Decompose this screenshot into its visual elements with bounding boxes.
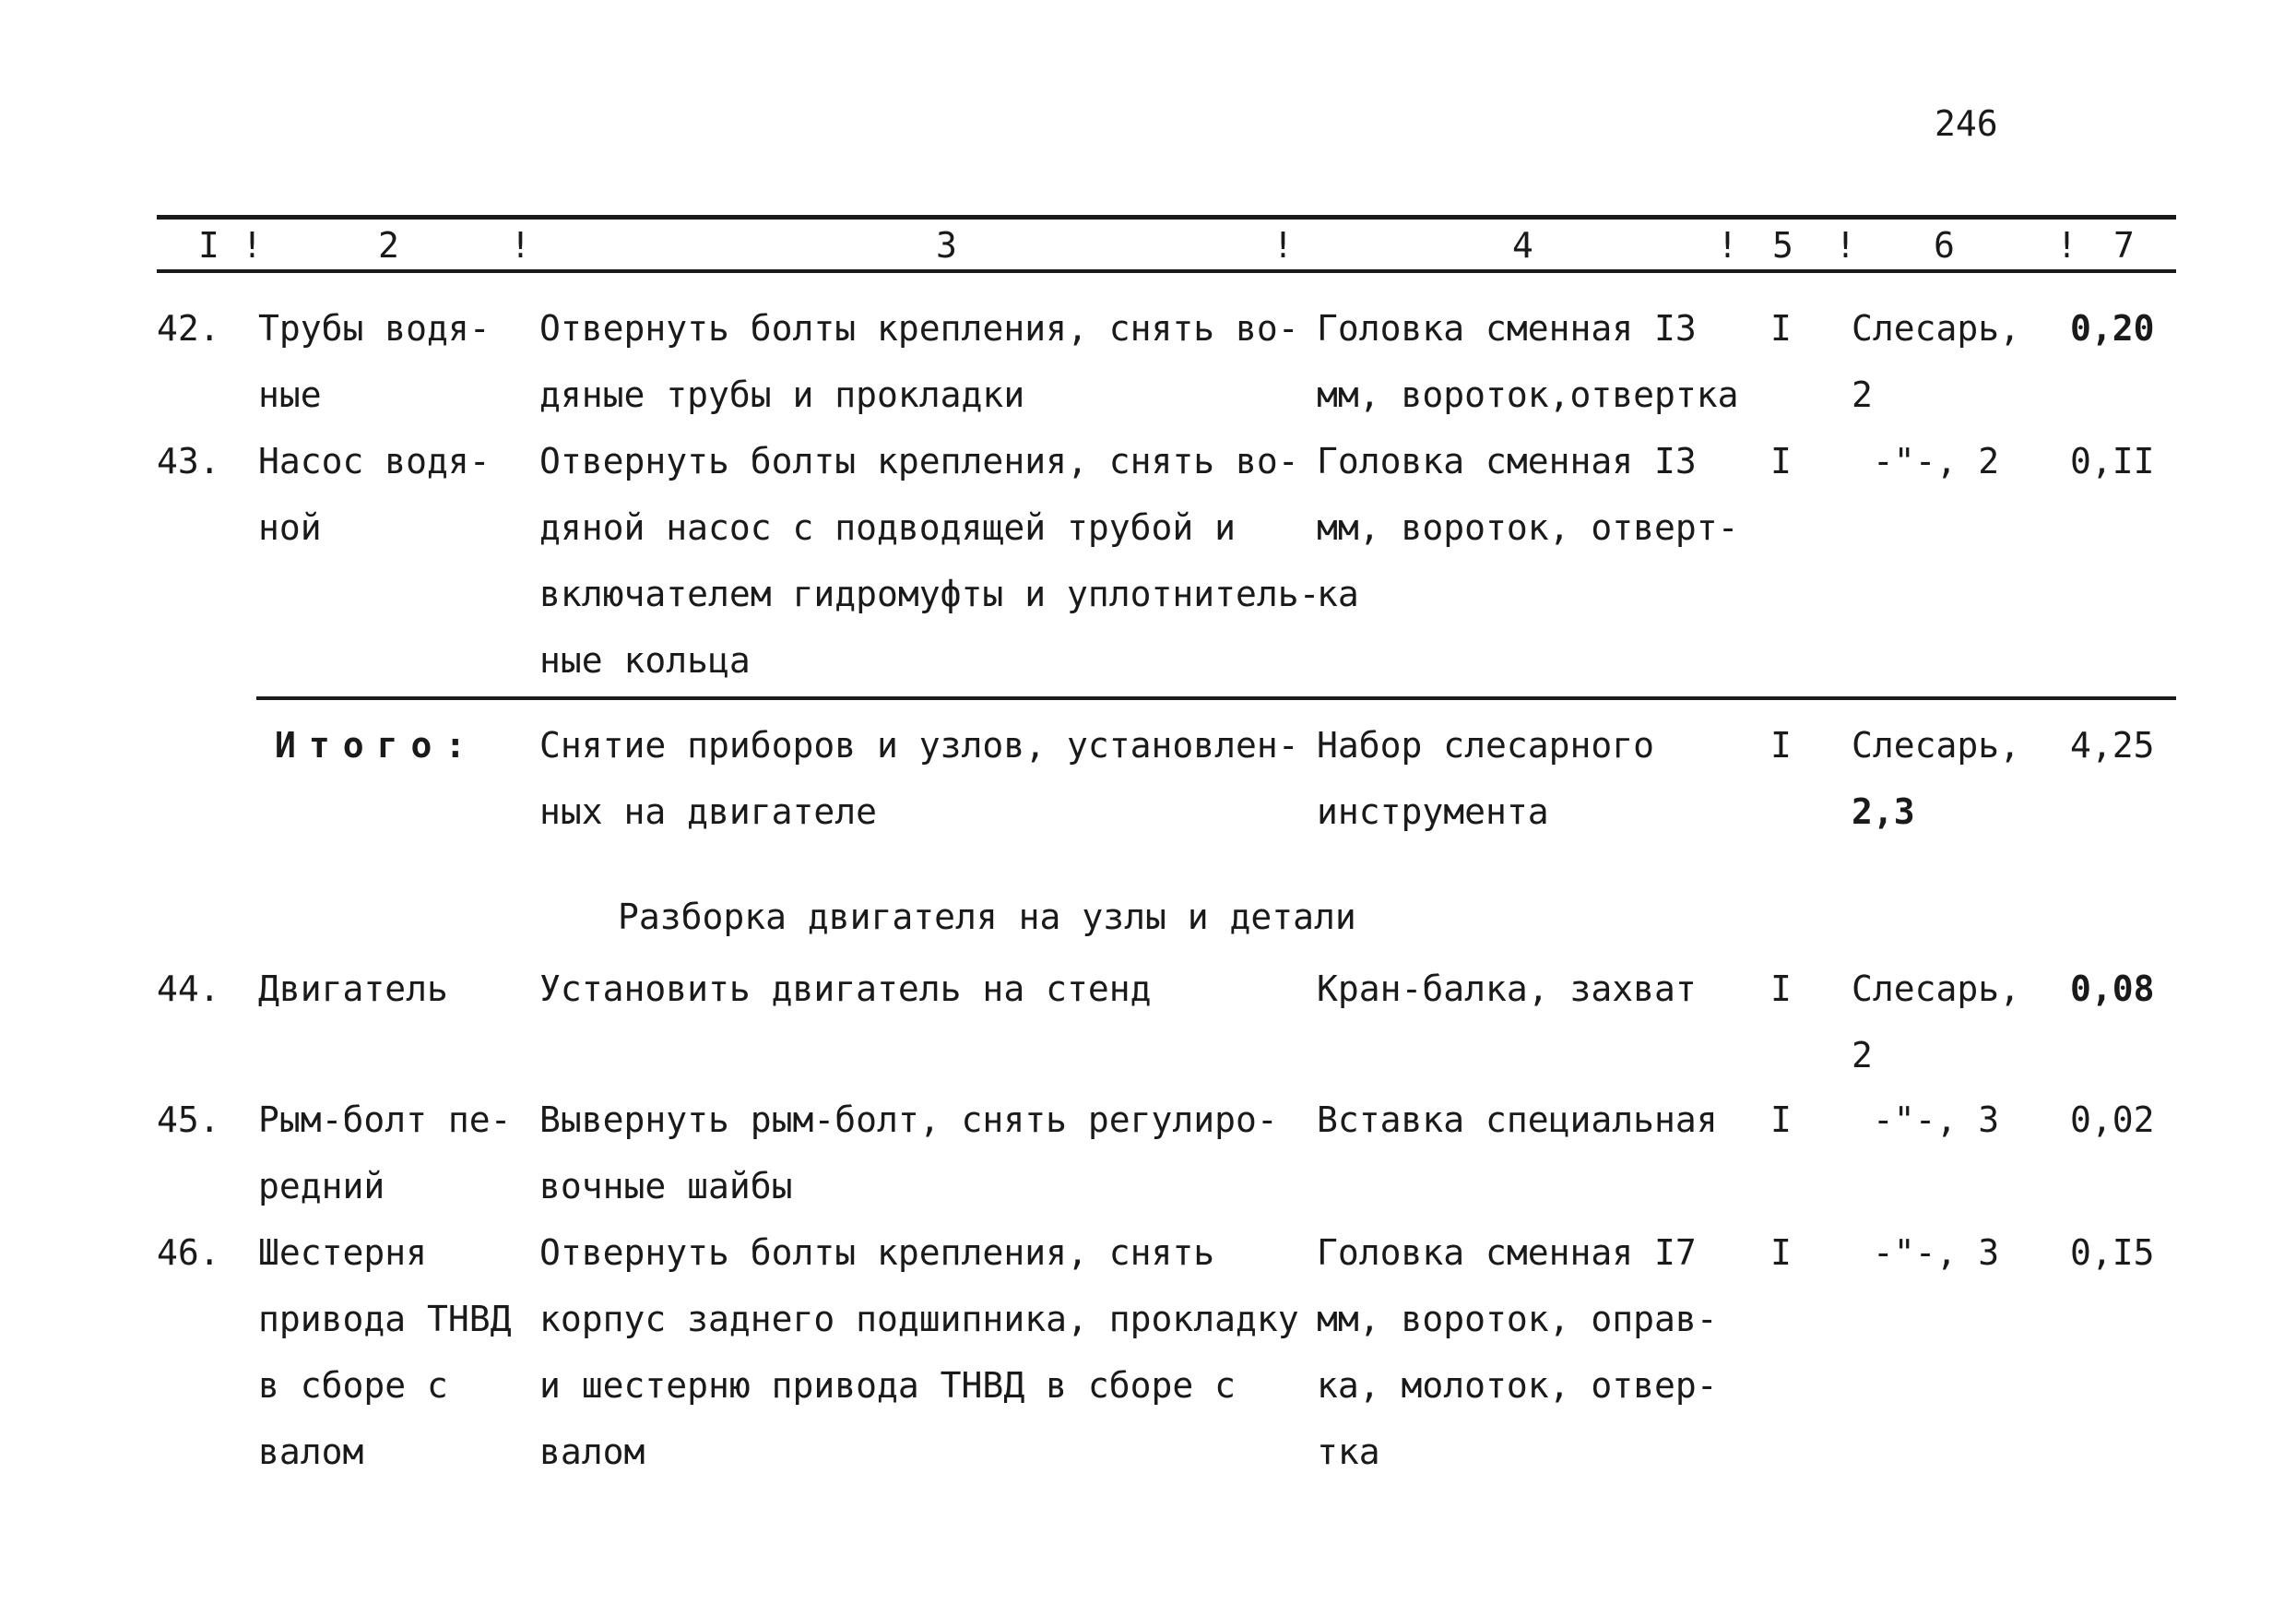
operation-description: Отвернуть болты крепления, снять корпус заднего подшипника, прокладку и шестерню привода ТНВД в сборе с валом: [539, 1232, 1299, 1472]
time-norm: 0,I5: [2070, 1232, 2155, 1273]
worker-count: I: [1770, 1232, 1792, 1273]
header-separator: !: [1835, 225, 1856, 266]
total-label: Итого:: [275, 725, 479, 766]
table-header-rule: [157, 269, 2176, 273]
total-time: 4,25: [2070, 725, 2155, 766]
header-separator: !: [510, 225, 531, 266]
total-worker-grade: Слесарь, 2,3: [1852, 725, 2021, 832]
page-number: 246: [1935, 103, 1998, 144]
total-tool: Набор слесарного инструмента: [1317, 725, 1655, 832]
table-header: [0, 221, 2296, 267]
worker-grade: Слесарь, 2: [1852, 968, 2021, 1075]
worker-grade: -"-, 2: [1852, 441, 2000, 481]
part-name: Насос водя- ной: [258, 441, 491, 548]
time-norm: 0,02: [2070, 1099, 2155, 1140]
time-norm: 0,08: [2070, 968, 2155, 1009]
worker-grade: Слесарь, 2: [1852, 308, 2021, 415]
time-norm: 0,20: [2070, 308, 2155, 349]
worker-grade: -"-, 3: [1852, 1099, 2000, 1140]
header-col-7: 7: [2113, 225, 2135, 266]
part-name: Шестерня привода ТНВД в сборе с валом: [258, 1232, 512, 1472]
worker-count: I: [1770, 1099, 1792, 1140]
row-number: 45.: [157, 1099, 220, 1140]
section-title: Разборка двигателя на узлы и детали: [618, 897, 1356, 937]
table-top-rule: [157, 215, 2176, 220]
operation-description: Вывернуть рым-болт, снять регулиро- вочные шайбы: [539, 1099, 1278, 1206]
worker-count: I: [1770, 968, 1792, 1009]
tool-description: Головка сменная I7 мм, вороток, оправ- ка, молоток, отвер- тка: [1317, 1232, 1718, 1472]
tool-description: Головка сменная I3 мм, вороток, отверт- ка: [1317, 441, 1739, 614]
time-norm: 0,II: [2070, 441, 2155, 481]
tool-description: Кран-балка, захват: [1317, 968, 1697, 1009]
operation-description: Отвернуть болты крепления, снять во- дяные трубы и прокладки: [539, 308, 1299, 415]
header-col-4: 4: [1512, 225, 1533, 266]
part-name: Трубы водя- ные: [258, 308, 491, 415]
header-col-1: I: [198, 225, 219, 266]
header-separator: !: [2056, 225, 2077, 266]
header-col-5: 5: [1772, 225, 1793, 266]
header-separator: !: [1717, 225, 1738, 266]
tool-description: Головка сменная I3 мм, вороток,отвертка: [1317, 308, 1739, 415]
row-number: 44.: [157, 968, 220, 1009]
worker-count: I: [1770, 441, 1792, 481]
operation-description: Установить двигатель на стенд: [539, 968, 1152, 1009]
total-separator-rule: [256, 696, 2176, 700]
row-number: 46.: [157, 1232, 220, 1273]
part-name: Рым-болт пе- редний: [258, 1099, 512, 1206]
header-separator: !: [242, 225, 263, 266]
total-operation: Снятие приборов и узлов, установлен- ных на двигателе: [539, 725, 1299, 832]
operation-description: Отвернуть болты крепления, снять во- дяной насос с подводящей трубой и включателем гидромуфты и уплотнитель- ные кольца: [539, 441, 1320, 681]
worker-grade: -"-, 3: [1852, 1232, 2000, 1273]
total-worker-count: I: [1770, 725, 1792, 766]
worker-count: I: [1770, 308, 1792, 349]
header-col-3: 3: [936, 225, 957, 266]
header-col-6: 6: [1934, 225, 1955, 266]
header-separator: !: [1272, 225, 1294, 266]
header-col-2: 2: [378, 225, 399, 266]
row-number: 43.: [157, 441, 220, 481]
row-number: 42.: [157, 308, 220, 349]
tool-description: Вставка специальная: [1317, 1099, 1718, 1140]
part-name: Двигатель: [258, 968, 448, 1009]
